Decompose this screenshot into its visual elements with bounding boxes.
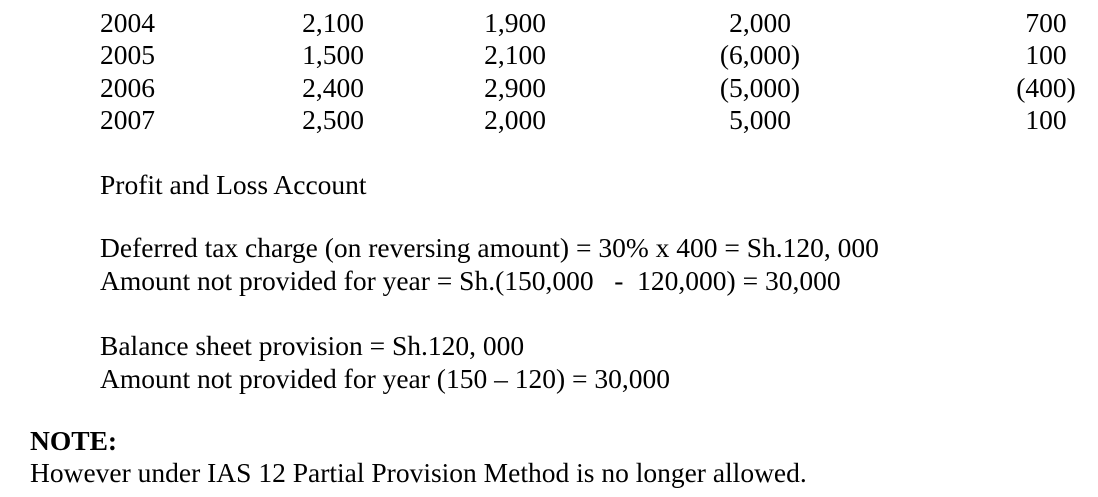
table-row <box>0 6 1098 39</box>
amount-cell: (5,000) <box>719 71 801 103</box>
amount-cell: 2,000 <box>484 104 546 135</box>
amount-cell: 2,400 <box>302 71 364 103</box>
year-cell: 2007 <box>100 104 155 135</box>
calculation-line: Amount not provided for year = Sh.(150,000 - 120,000) = 30,000 <box>100 264 841 296</box>
amount-cell: 2,100 <box>484 39 546 70</box>
amount-cell: 1,900 <box>484 6 546 38</box>
year-cell: 2004 <box>100 6 155 38</box>
calculation-line: Deferred tax charge (on reversing amount) = 30% x 400 = Sh.120, 000 <box>100 231 879 263</box>
calculation-line: Balance sheet provision = Sh.120, 000 <box>100 329 525 361</box>
amount-cell: (400) <box>1016 71 1076 103</box>
table-row <box>0 103 1098 136</box>
amount-cell: 100 <box>1025 39 1067 70</box>
amount-cell: 2,500 <box>302 104 364 135</box>
section-heading: Profit and Loss Account <box>100 168 367 200</box>
amount-cell: 1,500 <box>302 39 364 70</box>
amount-cell: 100 <box>1025 104 1067 135</box>
calculation-line: Amount not provided for year (150 – 120) = 30,000 <box>100 362 670 394</box>
note-heading: NOTE: <box>30 424 118 456</box>
amount-cell: 5,000 <box>729 104 791 135</box>
table-row <box>0 38 1098 71</box>
amount-cell: 700 <box>1025 6 1067 38</box>
amount-cell: (6,000) <box>719 39 801 70</box>
amount-cell: 2,000 <box>729 6 791 38</box>
year-cell: 2005 <box>100 39 155 70</box>
amount-cell: 2,100 <box>302 6 364 38</box>
amount-cell: 2,900 <box>484 71 546 103</box>
year-cell: 2006 <box>100 71 155 103</box>
table-row <box>0 71 1098 104</box>
note-text: However under IAS 12 Partial Provision Method is no longer allowed. <box>30 456 807 488</box>
